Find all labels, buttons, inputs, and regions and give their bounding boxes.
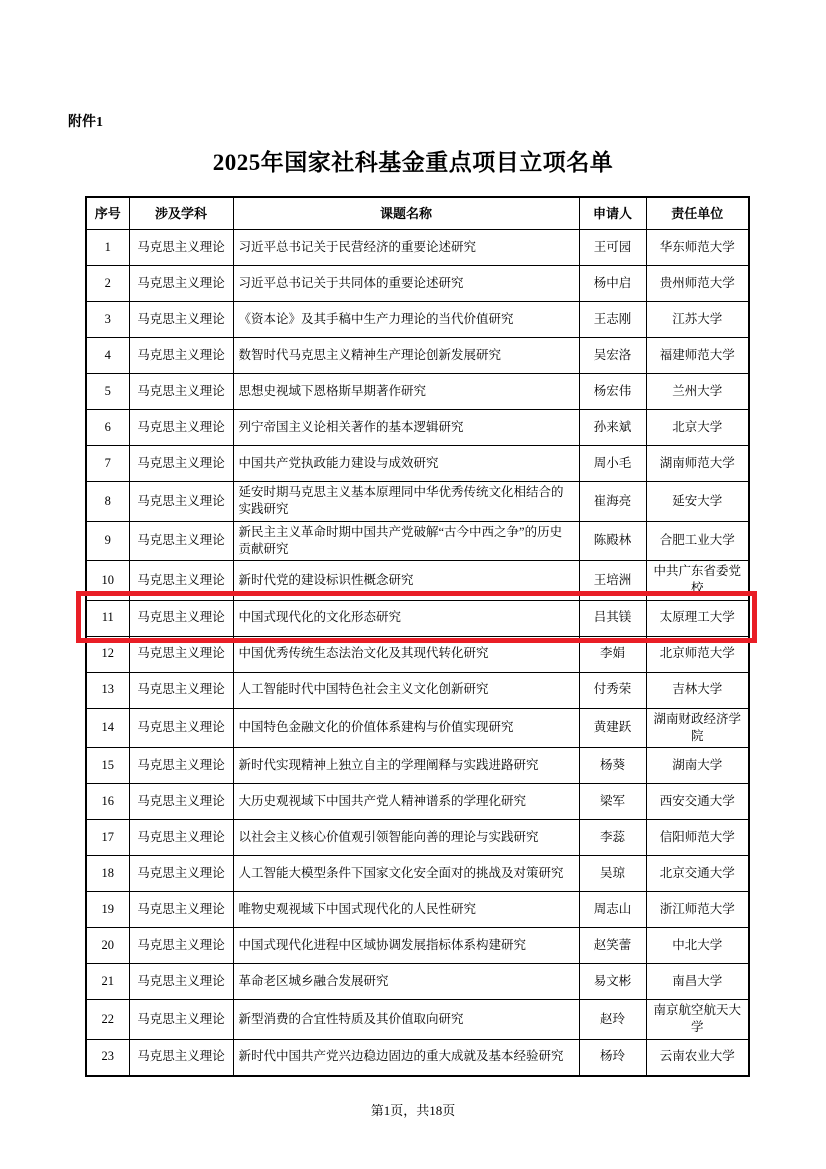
cell-title: 中国式现代化进程中区域协调发展指标体系构建研究: [233, 928, 579, 964]
cell-no: 8: [86, 482, 129, 522]
cell-unit: 浙江师范大学: [646, 892, 749, 928]
cell-title: 唯物史观视域下中国式现代化的人民性研究: [233, 892, 579, 928]
table-row: [86, 928, 749, 964]
cell-unit: 中北大学: [646, 928, 749, 964]
cell-applicant: 吴宏洛: [579, 338, 646, 374]
cell-discipline: 马克思主义理论: [129, 820, 233, 856]
cell-unit: 贵州师范大学: [646, 266, 749, 302]
cell-discipline: 马克思主义理论: [129, 708, 233, 748]
table-row: [86, 820, 749, 856]
table-row: [86, 338, 749, 374]
cell-discipline: 马克思主义理论: [129, 672, 233, 708]
cell-applicant: 赵玲: [579, 1000, 646, 1040]
cell-no: 11: [86, 600, 129, 636]
cell-title: 新型消费的合宜性特质及其价值取向研究: [233, 1000, 579, 1040]
cell-title: 新民主主义革命时期中国共产党破解“古今中西之争”的历史贡献研究: [233, 521, 579, 561]
cell-discipline: 马克思主义理论: [129, 482, 233, 522]
table-row: [86, 856, 749, 892]
page-footer: 第1页，共18页: [370, 1103, 456, 1118]
table-row: [86, 600, 749, 636]
table-row: [86, 636, 749, 672]
cell-no: 22: [86, 1000, 129, 1040]
cell-title: 新时代中国共产党兴边稳边固边的重大成就及基本经验研究: [233, 1039, 579, 1076]
header-title: 课题名称: [233, 197, 579, 230]
cell-unit: 北京师范大学: [646, 636, 749, 672]
cell-applicant: 周志山: [579, 892, 646, 928]
table-row: [86, 521, 749, 561]
cell-no: 4: [86, 338, 129, 374]
cell-discipline: 马克思主义理论: [129, 600, 233, 636]
cell-discipline: 马克思主义理论: [129, 928, 233, 964]
cell-discipline: 马克思主义理论: [129, 892, 233, 928]
cell-title: 延安时期马克思主义基本原理同中华优秀传统文化相结合的实践研究: [233, 482, 579, 522]
cell-applicant: 王培洲: [579, 561, 646, 601]
table-row: [86, 302, 749, 338]
cell-discipline: 马克思主义理论: [129, 521, 233, 561]
cell-no: 19: [86, 892, 129, 928]
table-row: [86, 266, 749, 302]
cell-discipline: 马克思主义理论: [129, 302, 233, 338]
table-row: [86, 410, 749, 446]
cell-no: 3: [86, 302, 129, 338]
cell-applicant: 王可园: [579, 230, 646, 266]
header-applicant: 申请人: [579, 197, 646, 230]
attachment-label: 附件1: [68, 115, 103, 130]
table-row: [86, 1039, 749, 1076]
cell-no: 9: [86, 521, 129, 561]
header-discipline: 涉及学科: [129, 197, 233, 230]
cell-unit: 云南农业大学: [646, 1039, 749, 1076]
cell-discipline: 马克思主义理论: [129, 374, 233, 410]
cell-no: 2: [86, 266, 129, 302]
projects-table-body: [86, 230, 749, 1076]
table-row: [86, 784, 749, 820]
cell-title: 人工智能大模型条件下国家文化安全面对的挑战及对策研究: [233, 856, 579, 892]
cell-no: 18: [86, 856, 129, 892]
table-row: [86, 708, 749, 748]
cell-no: 20: [86, 928, 129, 964]
table-row: [86, 230, 749, 266]
cell-title: 新时代党的建设标识性概念研究: [233, 561, 579, 601]
cell-no: 1: [86, 230, 129, 266]
cell-unit: 南京航空航天大学: [646, 1000, 749, 1040]
cell-title: 中国优秀传统生态法治文化及其现代转化研究: [233, 636, 579, 672]
cell-no: 14: [86, 708, 129, 748]
header-unit: 责任单位: [646, 197, 749, 230]
cell-unit: 福建师范大学: [646, 338, 749, 374]
cell-no: 5: [86, 374, 129, 410]
cell-unit: 西安交通大学: [646, 784, 749, 820]
cell-discipline: 马克思主义理论: [129, 1039, 233, 1076]
cell-unit: 南昌大学: [646, 964, 749, 1000]
cell-unit: 吉林大学: [646, 672, 749, 708]
table-header-row: [86, 197, 749, 230]
cell-title: 《资本论》及其手稿中生产力理论的当代价值研究: [233, 302, 579, 338]
cell-applicant: 杨中启: [579, 266, 646, 302]
cell-applicant: 李蕊: [579, 820, 646, 856]
table-row: [86, 446, 749, 482]
cell-title: 习近平总书记关于民营经济的重要论述研究: [233, 230, 579, 266]
table-row: [86, 748, 749, 784]
cell-no: 16: [86, 784, 129, 820]
cell-applicant: 梁军: [579, 784, 646, 820]
cell-applicant: 陈殿林: [579, 521, 646, 561]
cell-discipline: 马克思主义理论: [129, 338, 233, 374]
cell-applicant: 杨葵: [579, 748, 646, 784]
cell-title: 中国共产党执政能力建设与成效研究: [233, 446, 579, 482]
cell-unit: 湖南财政经济学院: [646, 708, 749, 748]
table-row: [86, 1000, 749, 1040]
cell-applicant: 李娟: [579, 636, 646, 672]
table-wrapper: [85, 196, 748, 1077]
cell-discipline: 马克思主义理论: [129, 266, 233, 302]
cell-no: 6: [86, 410, 129, 446]
cell-unit: 兰州大学: [646, 374, 749, 410]
table-row: [86, 561, 749, 601]
cell-discipline: 马克思主义理论: [129, 636, 233, 672]
projects-table: [85, 196, 750, 1077]
cell-unit: 太原理工大学: [646, 600, 749, 636]
cell-unit: 北京交通大学: [646, 856, 749, 892]
header-no: 序号: [86, 197, 129, 230]
cell-no: 23: [86, 1039, 129, 1076]
cell-title: 人工智能时代中国特色社会主义文化创新研究: [233, 672, 579, 708]
table-row: [86, 964, 749, 1000]
cell-discipline: 马克思主义理论: [129, 856, 233, 892]
page-title: 2025年国家社科基金重点项目立项名单: [212, 150, 614, 175]
cell-no: 15: [86, 748, 129, 784]
cell-applicant: 付秀荣: [579, 672, 646, 708]
cell-no: 10: [86, 561, 129, 601]
cell-title: 以社会主义核心价值观引领智能向善的理论与实践研究: [233, 820, 579, 856]
cell-title: 数智时代马克思主义精神生产理论创新发展研究: [233, 338, 579, 374]
cell-applicant: 黄建跃: [579, 708, 646, 748]
cell-applicant: 周小毛: [579, 446, 646, 482]
cell-unit: 延安大学: [646, 482, 749, 522]
cell-unit: 中共广东省委党校: [646, 561, 749, 601]
cell-applicant: 易文彬: [579, 964, 646, 1000]
cell-unit: 合肥工业大学: [646, 521, 749, 561]
cell-discipline: 马克思主义理论: [129, 964, 233, 1000]
cell-discipline: 马克思主义理论: [129, 230, 233, 266]
table-row: [86, 374, 749, 410]
cell-discipline: 马克思主义理论: [129, 446, 233, 482]
table-row: [86, 892, 749, 928]
cell-applicant: 杨宏伟: [579, 374, 646, 410]
cell-discipline: 马克思主义理论: [129, 561, 233, 601]
cell-applicant: 杨玲: [579, 1039, 646, 1076]
cell-unit: 湖南大学: [646, 748, 749, 784]
cell-discipline: 马克思主义理论: [129, 410, 233, 446]
cell-applicant: 崔海亮: [579, 482, 646, 522]
cell-discipline: 马克思主义理论: [129, 1000, 233, 1040]
table-row: [86, 672, 749, 708]
cell-applicant: 王志刚: [579, 302, 646, 338]
cell-title: 中国特色金融文化的价值体系建构与价值实现研究: [233, 708, 579, 748]
cell-title: 列宁帝国主义论相关著作的基本逻辑研究: [233, 410, 579, 446]
cell-unit: 湖南师范大学: [646, 446, 749, 482]
cell-title: 新时代实现精神上独立自主的学理阐释与实践进路研究: [233, 748, 579, 784]
cell-unit: 华东师范大学: [646, 230, 749, 266]
cell-title: 思想史视域下恩格斯早期著作研究: [233, 374, 579, 410]
cell-applicant: 吕其镁: [579, 600, 646, 636]
cell-discipline: 马克思主义理论: [129, 784, 233, 820]
table-row: [86, 482, 749, 522]
cell-unit: 北京大学: [646, 410, 749, 446]
cell-title: 革命老区城乡融合发展研究: [233, 964, 579, 1000]
cell-applicant: 吴琼: [579, 856, 646, 892]
cell-applicant: 孙来斌: [579, 410, 646, 446]
cell-title: 中国式现代化的文化形态研究: [233, 600, 579, 636]
cell-no: 17: [86, 820, 129, 856]
cell-no: 7: [86, 446, 129, 482]
cell-no: 21: [86, 964, 129, 1000]
cell-unit: 江苏大学: [646, 302, 749, 338]
cell-title: 大历史观视域下中国共产党人精神谱系的学理化研究: [233, 784, 579, 820]
cell-applicant: 赵笑蕾: [579, 928, 646, 964]
cell-unit: 信阳师范大学: [646, 820, 749, 856]
cell-title: 习近平总书记关于共同体的重要论述研究: [233, 266, 579, 302]
cell-no: 13: [86, 672, 129, 708]
cell-no: 12: [86, 636, 129, 672]
cell-discipline: 马克思主义理论: [129, 748, 233, 784]
